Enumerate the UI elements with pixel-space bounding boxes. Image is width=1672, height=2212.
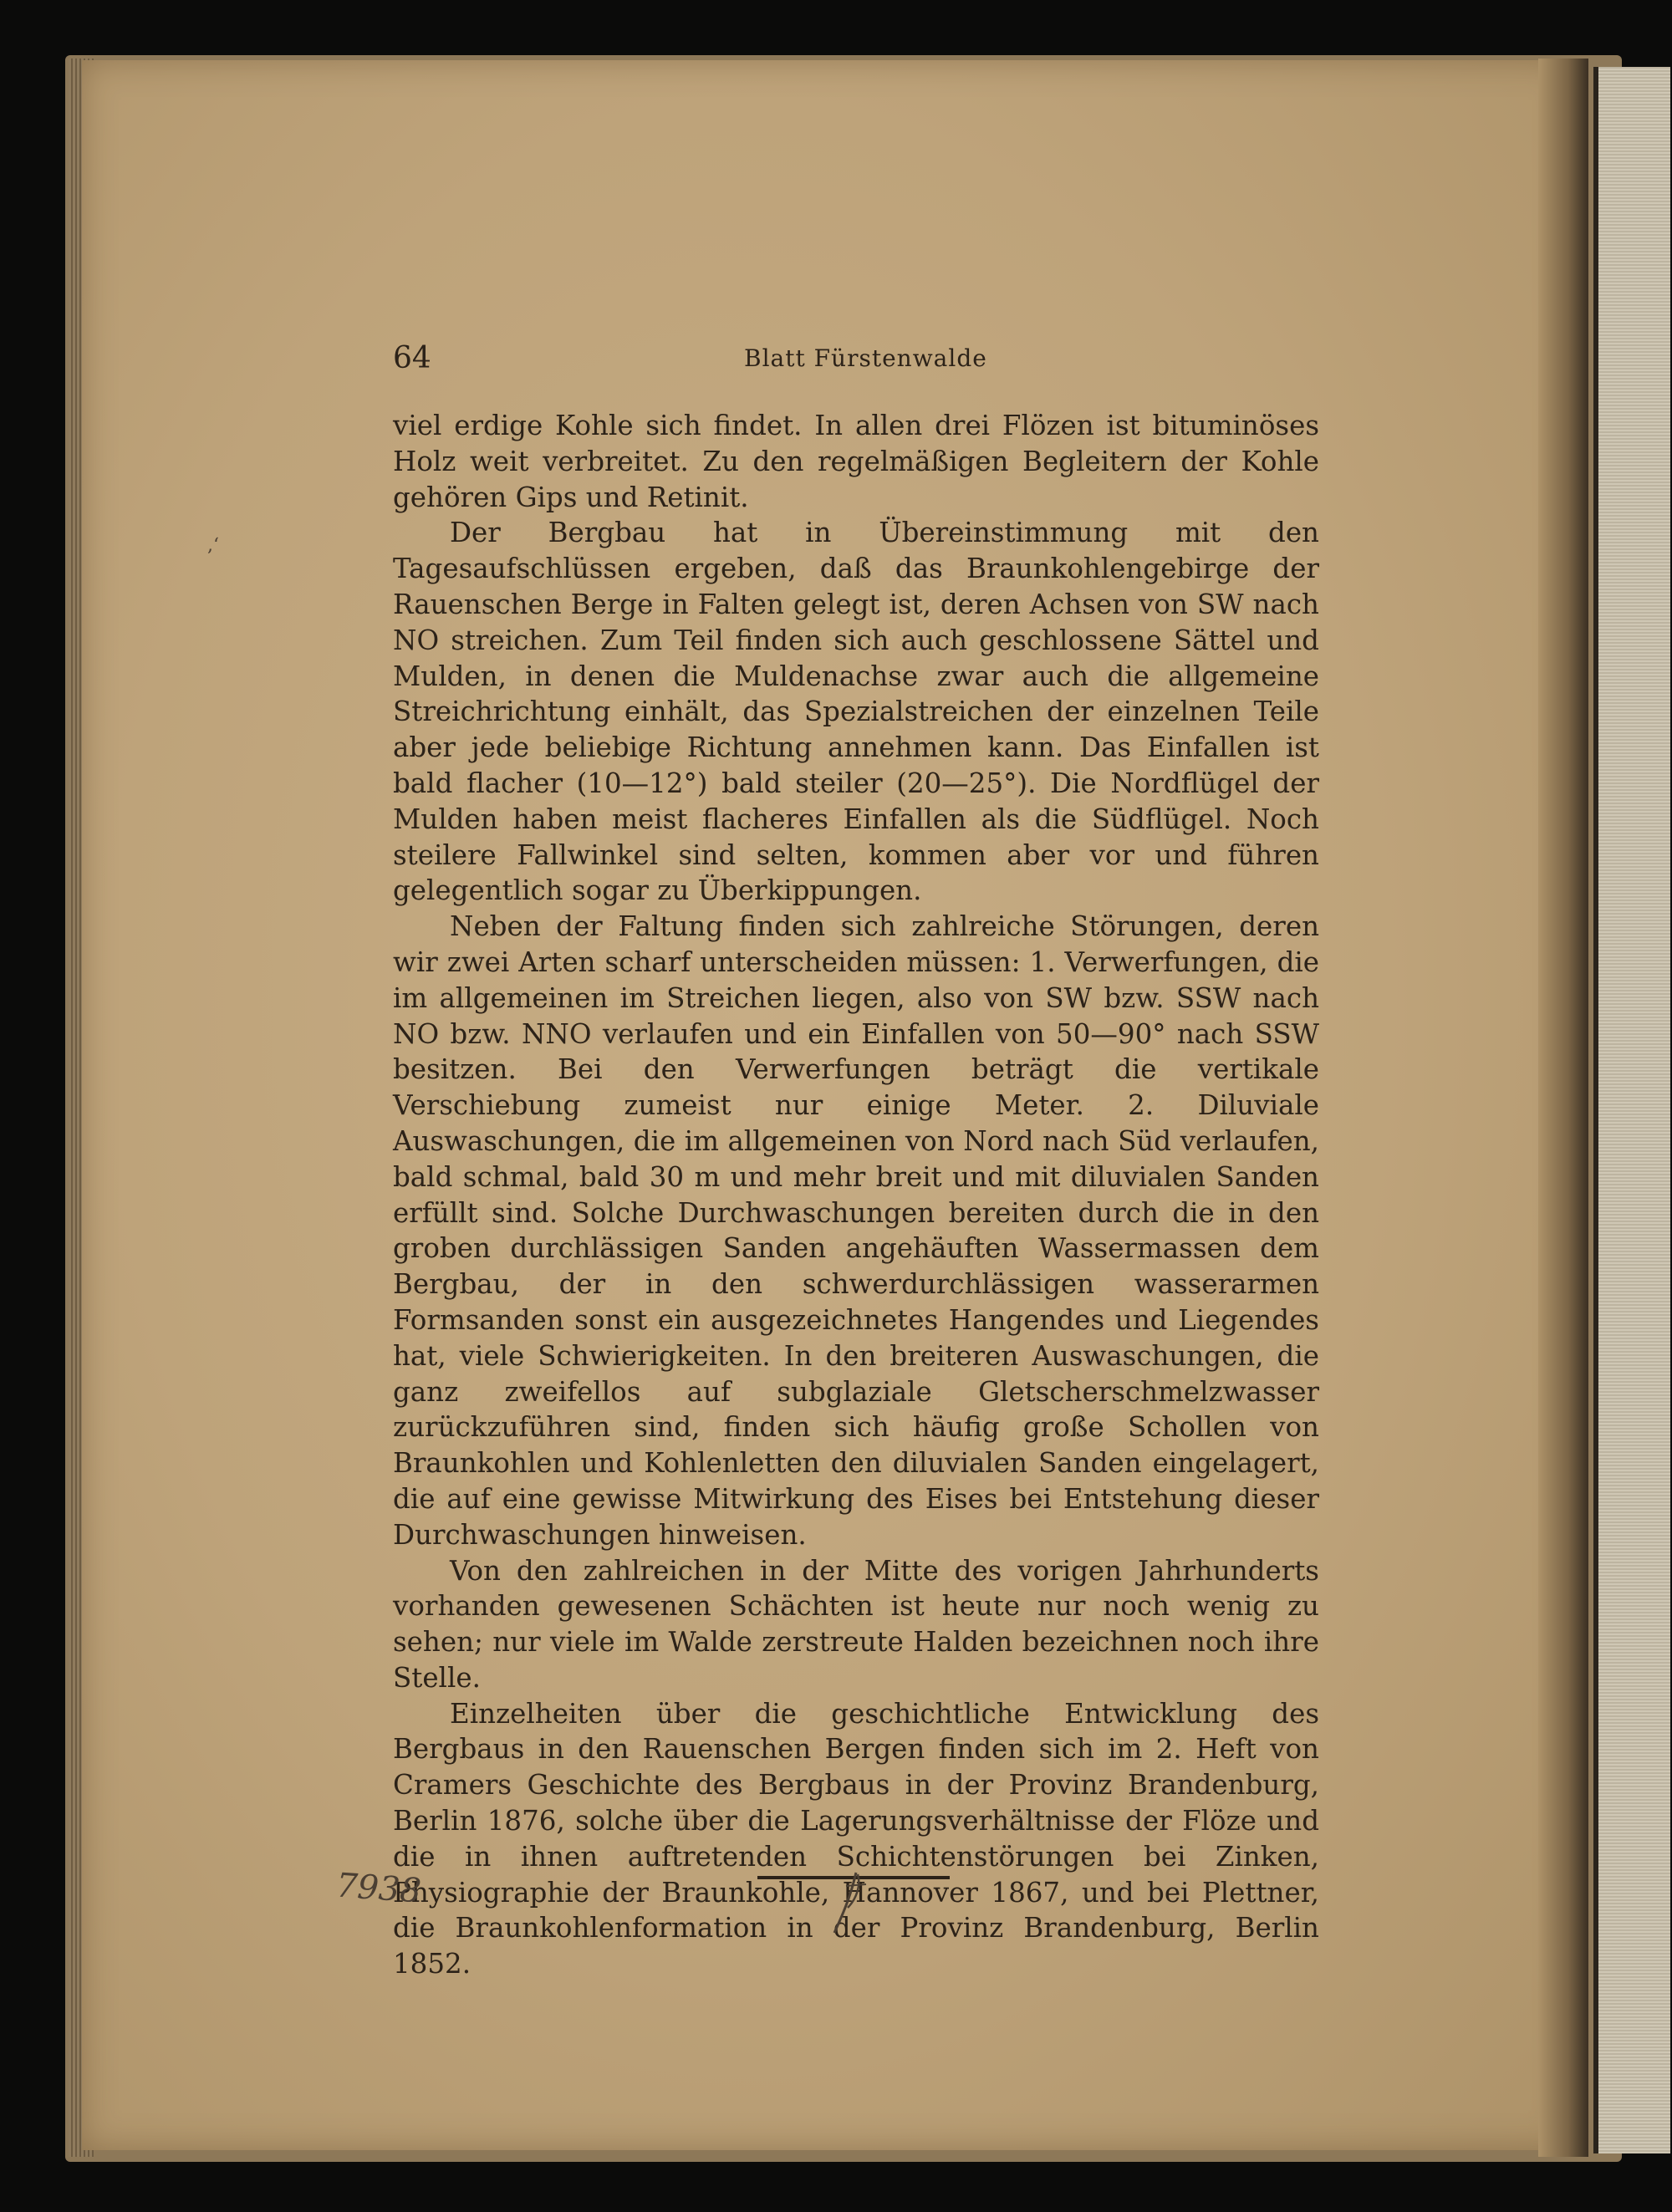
running-title: Blatt Fürstenwalde: [744, 344, 987, 372]
paragraph-3: Neben der Faltung finden sich zahlreiche Störungen, deren wir zwei Arten scharf unterscheiden müssen: 1. Verwerfungen, die im allgemeinen im Streichen liegen, also von SW bzw. SSW nach NO bzw. NNO verlaufen und ein Einfallen von 50—90° nach SSW besitzen. Bei den Verwerfungen beträgt die vertikale Verschiebung zumeist nur einige Meter. 2. Diluviale Auswaschungen, die im allgemeinen von Nord nach Süd verlaufen, bald schmal, bald 30 m und mehr breit und mit diluvialen Sanden erfüllt sind. Solche Durchwaschungen bereiten durch die in den groben durchlässigen Sanden angehäuften Wassermassen dem Bergbau, der in den schwerdurchlässigen wasserarmen Formsanden sonst ein ausgezeichnetes Hangendes und Liegendes hat, viele Schwierigkeiten. In den breiteren Auswaschungen, die ganz zweifellos auf subglaziale Gletscherschmelzwasser zurückzuführen sind, finden sich häufig große Schollen von Braunkohlen und Kohlenletten den diluvialen Sanden eingelagert, die auf eine gewisse Mitwirkung des Eises bei Entstehung dieser Durchwaschungen hinweisen.: [393, 910, 1319, 1551]
body-text: [393, 408, 1319, 1982]
paragraph-4: Von den zahlreichen in der Mitte des vorigen Jahrhunderts vorhanden gewesenen Schächten ist heute nur noch wenig zu sehen; nur viele im Walde zerstreute Halden bezeichnen noch ihre Stelle.: [393, 1554, 1319, 1694]
page-number: 64: [393, 341, 431, 375]
paragraph-2: Der Bergbau hat in Übereinstimmung mit den Tagesaufschlüssen ergeben, daß das Braunkohlengebirge der Rauenschen Berge in Falten gelegt ist, deren Achsen von SW nach NO streichen. Zum Teil finden sich auch geschlossene Sättel und Mulden, in denen die Muldenachse zwar auch die allgemeine Streichrichtung einhält, das Spezialstreichen der einzelnen Teile aber jede beliebige Richtung annehmen kann. Das Einfallen ist bald flacher (10—12°) bald steiler (20—25°). Die Nordflügel der Mulden haben meist flacheres Einfallen als die Südflügel. Noch steilere Fallwinkel sind selten, kommen aber vor und führen gelegentlich sogar zu Überkippungen.: [393, 517, 1319, 907]
paragraph-1: viel erdige Kohle sich findet. In allen drei Flözen ist bituminöses Holz weit verbreitet. Zu den regelmäßigen Begleitern der Kohle gehören Gips und Retinit.: [393, 410, 1319, 513]
handwritten-note: 7938: [334, 1866, 423, 1911]
margin-mark-icon: ,‘: [207, 535, 219, 556]
paragraph-5: Einzelheiten über die geschichtliche Entwicklung des Bergbaus in den Rauenschen Bergen finden sich im 2. Heft von Cramers Geschichte des Bergbaus in der Provinz Brandenburg, Berlin 1876, solche über die Lagerungsverhältnisse der Flöze und die in ihnen auftretenden Schichtenstörungen bei Zinken, Physiographie der Braunkohle, Hannover 1867, und bei Plettner, die Braunkohlenformation in der Provinz Brandenburg, Berlin 1852.: [393, 1697, 1319, 1980]
page-header: [393, 341, 1329, 383]
pencil-mark-icon: [828, 1869, 878, 1936]
